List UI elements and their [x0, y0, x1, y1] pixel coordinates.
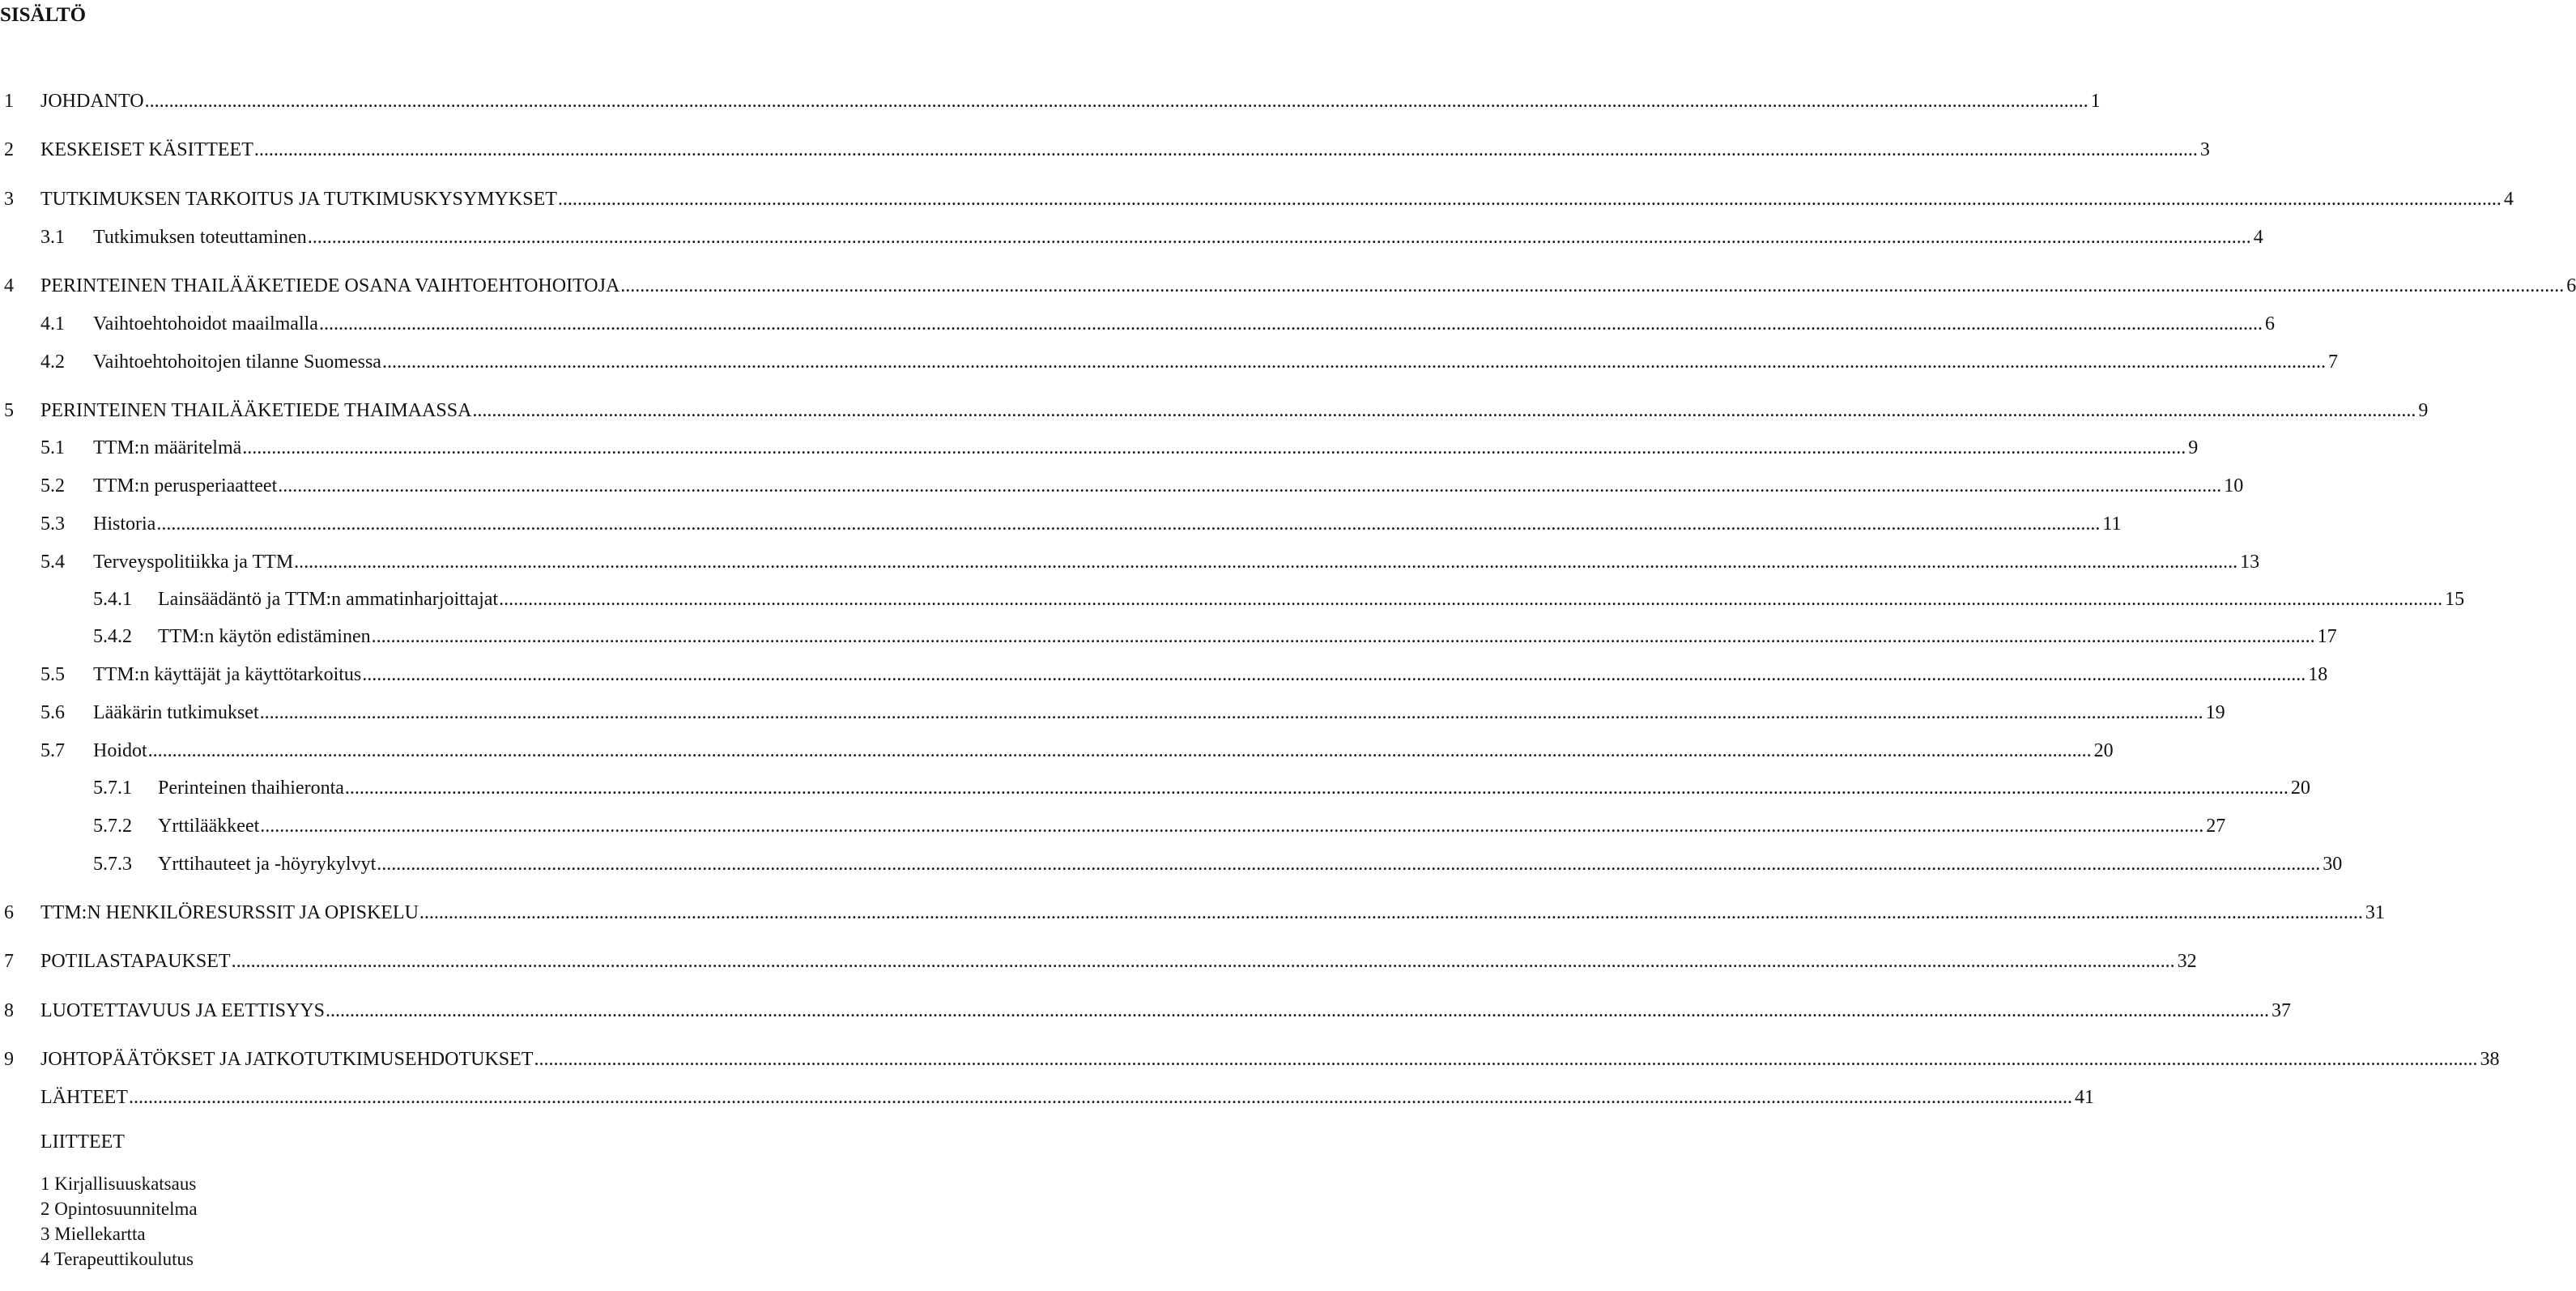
dot-leader: ................................................................................................................................................................................................................................................................................................................................................................................................................: [253, 139, 2198, 160]
toc-entry-number: 5.4.1: [93, 589, 132, 610]
dot-leader: ................................................................................................................................................................................................................................................................................................................................................................................................................: [260, 816, 2204, 837]
toc-entry-page-number: 10: [2224, 475, 2244, 496]
toc-entry-number: 5: [4, 400, 14, 421]
toc-entry[interactable]: [4, 90, 2101, 113]
toc-entry[interactable]: [40, 551, 2260, 573]
toc-entry[interactable]: [40, 313, 2275, 335]
dot-leader: ................................................................................................................................................................................................................................................................................................................................................................................................................: [534, 1049, 2478, 1070]
toc-entry-page-number: 38: [2480, 1049, 2500, 1070]
toc-entry-label: TTM:n käyttäjät ja käyttötarkoitus: [93, 664, 362, 685]
toc-entry-page-number: 7: [2327, 352, 2338, 373]
dot-leader: ................................................................................................................................................................................................................................................................................................................................................................................................................: [147, 740, 2092, 761]
appendix-item: 1 Kirjallisuuskatsaus: [40, 1174, 197, 1194]
toc-entry-label: Yrttihauteet ja -höyrykylvyt: [158, 854, 377, 875]
dot-leader: ................................................................................................................................................................................................................................................................................................................................................................................................................: [294, 552, 2238, 573]
toc-entry-number: 5.4.2: [93, 626, 132, 647]
toc-entry-number: 9: [4, 1049, 14, 1070]
toc-entry[interactable]: [40, 663, 2328, 686]
toc-entry-label: Historia: [93, 513, 156, 535]
toc-entry-number: 5.7: [40, 740, 65, 761]
toc-entry-label: TTM:n perusperiaatteet: [93, 475, 278, 496]
toc-entry-page-number: 17: [2317, 626, 2337, 647]
toc-entry[interactable]: [93, 588, 2465, 611]
appendix-item: 4 Terapeuttikoulutus: [40, 1249, 194, 1269]
toc-entry-page-number: 13: [2240, 552, 2260, 573]
toc-entry-label: LUOTETTAVUUS JA EETTISYYS: [40, 1000, 325, 1021]
toc-entry-label: LÄHTEET: [40, 1087, 128, 1108]
toc-entry[interactable]: [40, 701, 2225, 724]
dot-leader: ................................................................................................................................................................................................................................................................................................................................................................................................................: [344, 778, 2289, 799]
toc-entry-page-number: 15: [2445, 589, 2465, 610]
toc-entry[interactable]: [4, 999, 2291, 1022]
toc-entry-label: TTM:N HENKILÖRESURSSIT JA OPISKELU: [40, 902, 419, 923]
dot-leader: ................................................................................................................................................................................................................................................................................................................................................................................................................: [278, 475, 2222, 496]
toc-entry-page-number: 32: [2177, 951, 2197, 972]
toc-entry-page-number: 3: [2199, 139, 2210, 160]
toc-entry-page-number: 27: [2206, 816, 2226, 837]
toc-entry-number: 3.1: [40, 227, 65, 248]
toc-entry-page-number: 4: [2253, 227, 2263, 248]
dot-leader: ................................................................................................................................................................................................................................................................................................................................................................................................................: [419, 902, 2363, 923]
toc-entry-number: 5.1: [40, 437, 65, 458]
appendices-title: LIITTEET: [40, 1131, 125, 1153]
toc-entry-label: TTM:n käytön edistäminen: [158, 626, 371, 647]
toc-entry-page-number: 18: [2308, 664, 2328, 685]
toc-entry[interactable]: [40, 351, 2338, 373]
toc-entry-number: 6: [4, 902, 14, 923]
toc-entry-page-number: 4: [2503, 189, 2514, 210]
toc-entry-number: 7: [4, 951, 14, 972]
dot-leader: ................................................................................................................................................................................................................................................................................................................................................................................................................: [499, 589, 2443, 610]
dot-leader: ................................................................................................................................................................................................................................................................................................................................................................................................................: [557, 189, 2501, 210]
toc-entry[interactable]: [4, 275, 2576, 297]
toc-entry-page-number: 9: [2418, 400, 2429, 421]
dot-leader: ................................................................................................................................................................................................................................................................................................................................................................................................................: [242, 437, 2186, 458]
toc-entry-number: 1: [4, 91, 14, 112]
toc-entry[interactable]: [93, 815, 2226, 837]
toc-entry[interactable]: [4, 188, 2514, 211]
dot-leader: ................................................................................................................................................................................................................................................................................................................................................................................................................: [156, 513, 2101, 535]
toc-entry-label: PERINTEINEN THAILÄÄKETIEDE THAIMAASSA: [40, 400, 472, 421]
toc-entry-number: 5.7.2: [93, 816, 132, 837]
toc-entry-page-number: 20: [2290, 778, 2310, 799]
toc-entry-number: 5.7.1: [93, 778, 132, 799]
toc-entry[interactable]: [4, 950, 2197, 973]
toc-entry[interactable]: [40, 437, 2199, 459]
toc-entry-page-number: 19: [2205, 702, 2225, 723]
toc-entry-page-number: 6: [2566, 275, 2576, 296]
toc-entry-label: JOHDANTO: [40, 91, 144, 112]
toc-entry-page-number: 41: [2074, 1087, 2094, 1108]
appendix-item: 2 Opintosuunnitelma: [40, 1199, 198, 1219]
dot-leader: ................................................................................................................................................................................................................................................................................................................................................................................................................: [325, 1000, 2269, 1021]
toc-entry-number: 4: [4, 275, 14, 296]
dot-leader: ................................................................................................................................................................................................................................................................................................................................................................................................................: [231, 951, 2175, 972]
toc-entry-label: Vaihtoehtohoidot maailmalla: [93, 313, 318, 334]
toc-entry-number: 4.2: [40, 352, 65, 373]
toc-entry-page-number: 11: [2102, 513, 2122, 535]
toc-entry-number: 5.3: [40, 513, 65, 535]
page-title: SISÄLTÖ: [0, 4, 87, 26]
toc-entry-page-number: 1: [2090, 91, 2101, 112]
toc-entry-label: KESKEISET KÄSITTEET: [40, 139, 253, 160]
toc-entry-number: 2: [4, 139, 14, 160]
toc-entry-label: JOHTOPÄÄTÖKSET JA JATKOTUTKIMUSEHDOTUKSET: [40, 1049, 534, 1070]
toc-entry[interactable]: [4, 901, 2385, 924]
dot-leader: ................................................................................................................................................................................................................................................................................................................................................................................................................: [371, 626, 2315, 647]
dot-leader: ................................................................................................................................................................................................................................................................................................................................................................................................................: [362, 664, 2306, 685]
toc-entry-label: POTILASTAPAUKSET: [40, 951, 231, 972]
toc-entry[interactable]: [4, 1048, 2500, 1071]
toc-entry[interactable]: [93, 853, 2343, 876]
appendices-list: [40, 1171, 198, 1272]
dot-leader: ................................................................................................................................................................................................................................................................................................................................................................................................................: [381, 352, 2326, 373]
toc-entry-number: 5.2: [40, 475, 65, 496]
dot-leader: ................................................................................................................................................................................................................................................................................................................................................................................................................: [128, 1087, 2072, 1108]
toc-entry-page-number: 20: [2093, 740, 2114, 761]
dot-leader: ................................................................................................................................................................................................................................................................................................................................................................................................................: [307, 227, 2251, 248]
toc-entry[interactable]: [4, 399, 2429, 422]
toc-entry-label: PERINTEINEN THAILÄÄKETIEDE OSANA VAIHTOEHTOHOITOJA: [40, 275, 620, 296]
dot-leader: ................................................................................................................................................................................................................................................................................................................................................................................................................: [259, 702, 2203, 723]
toc-entry[interactable]: [93, 625, 2337, 648]
dot-leader: ................................................................................................................................................................................................................................................................................................................................................................................................................: [620, 275, 2565, 296]
toc-entry-page-number: 6: [2264, 313, 2275, 334]
appendix-item: 3 Miellekartta: [40, 1224, 146, 1244]
toc-entry-label: Lääkärin tutkimukset: [93, 702, 259, 723]
dot-leader: ................................................................................................................................................................................................................................................................................................................................................................................................................: [318, 313, 2263, 334]
toc-entry[interactable]: [4, 138, 2210, 161]
toc-entry-label: Terveyspolitiikka ja TTM: [93, 552, 294, 573]
toc-entry-label: Hoidot: [93, 740, 147, 761]
toc-entry-label: TUTKIMUKSEN TARKOITUS JA TUTKIMUSKYSYMYKSET: [40, 189, 557, 210]
toc-entry-page-number: 9: [2188, 437, 2199, 458]
toc-entry-label: Tutkimuksen toteuttaminen: [93, 227, 307, 248]
toc-entry-label: Vaihtoehtohoitojen tilanne Suomessa: [93, 352, 381, 373]
toc-entry-label: Perinteinen thaihieronta: [158, 778, 344, 799]
toc-entry[interactable]: [40, 739, 2114, 762]
toc-entry-number: 5.5: [40, 664, 65, 685]
toc-entry[interactable]: [40, 1086, 2094, 1109]
toc-entry[interactable]: [40, 475, 2244, 497]
toc-entry-page-number: 30: [2323, 854, 2343, 875]
dot-leader: ................................................................................................................................................................................................................................................................................................................................................................................................................: [144, 91, 2088, 112]
toc-entry-number: 5.7.3: [93, 854, 132, 875]
toc-entry-number: 5.4: [40, 552, 65, 573]
toc-entry-page-number: 37: [2271, 1000, 2291, 1021]
toc-entry[interactable]: [40, 513, 2122, 535]
toc-entry-label: TTM:n määritelmä: [93, 437, 242, 458]
dot-leader: ................................................................................................................................................................................................................................................................................................................................................................................................................: [377, 854, 2321, 875]
toc-entry[interactable]: [93, 777, 2310, 799]
toc-entry-label: Lainsäädäntö ja TTM:n ammatinharjoittajat: [158, 589, 499, 610]
toc-entry-label: Yrttilääkkeet: [158, 816, 260, 837]
toc-entry-number: 3: [4, 189, 14, 210]
toc-entry-number: 4.1: [40, 313, 65, 334]
toc-entry-number: 5.6: [40, 702, 65, 723]
toc-entry[interactable]: [40, 226, 2263, 249]
dot-leader: ................................................................................................................................................................................................................................................................................................................................................................................................................: [472, 400, 2416, 421]
toc-entry-number: 8: [4, 1000, 14, 1021]
toc-entry-page-number: 31: [2365, 902, 2385, 923]
